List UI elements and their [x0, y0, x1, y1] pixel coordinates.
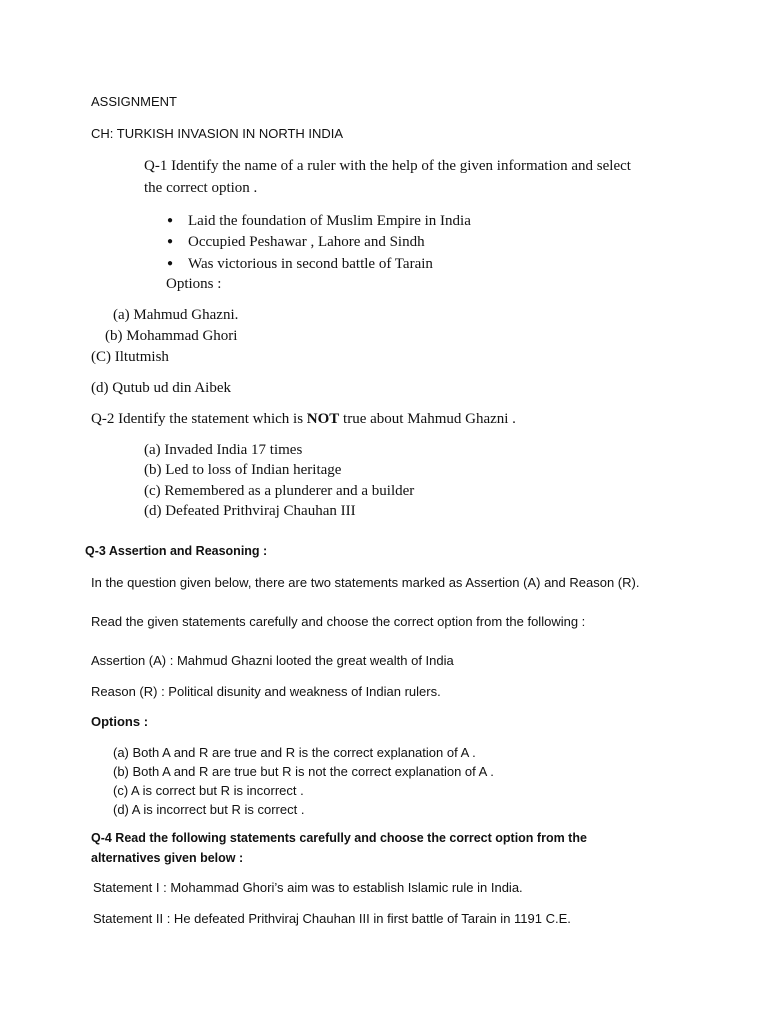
q2-option-c: (c) Remembered as a plunderer and a builder	[144, 483, 415, 499]
q1-bullet-1: Laid the foundation of Muslim Empire in India	[188, 213, 471, 229]
q3-option-c: (c) A is correct but R is incorrect .	[113, 783, 304, 798]
q2-question-emphasis: NOT	[306, 411, 340, 427]
q1-option-c: (C) Iltutmish	[91, 349, 169, 365]
q1-option-a: (a) Mahmud Ghazni.	[113, 307, 239, 323]
q2-option-d: (d) Defeated Prithviraj Chauhan III	[144, 503, 356, 519]
q1-option-b: (b) Mohammad Ghori	[105, 328, 238, 344]
q3-option-a: (a) Both A and R are true and R is the correct explanation of A .	[113, 745, 476, 760]
q1-bullet-3: Was victorious in second battle of Tarain	[188, 256, 433, 272]
q4-heading-line-2: alternatives given below :	[91, 851, 244, 865]
q2-option-a: (a) Invaded India 17 times	[144, 442, 303, 458]
q1-option-d: (d) Qutub ud din Aibek	[91, 380, 231, 396]
q2-question-suffix: true about Mahmud Ghazni .	[339, 411, 516, 427]
q1-line-2: the correct option .	[144, 180, 258, 196]
q3-instruction: Read the given statements carefully and choose the correct option from the following :	[91, 614, 586, 629]
q2-question	[91, 411, 516, 428]
q1-bullet-2: Occupied Peshawar , Lahore and Sindh	[188, 234, 425, 250]
q4-statement-1: Statement I : Mohammad Ghori’s aim was to establish Islamic rule in India.	[93, 880, 523, 895]
bullet-icon: ●	[167, 236, 174, 247]
bullet-icon: ●	[167, 215, 174, 226]
chapter-title: CH: TURKISH INVASION IN NORTH INDIA	[91, 126, 344, 141]
q4-statement-2: Statement II : He defeated Prithviraj Chauhan III in first battle of Tarain in 1191 C.E.	[93, 911, 571, 926]
bullet-icon: ●	[167, 258, 174, 269]
q3-intro: In the question given below, there are two statements marked as Assertion (A) and Reason (R).	[91, 575, 640, 590]
q3-option-d: (d) A is incorrect but R is correct .	[113, 802, 305, 817]
q3-options-label: Options :	[91, 714, 149, 729]
q3-option-b: (b) Both A and R are true but R is not the correct explanation of A .	[113, 764, 494, 779]
q3-reason: Reason (R) : Political disunity and weakness of Indian rulers.	[91, 684, 441, 699]
q2-question-prefix: Q-2 Identify the statement which is	[91, 411, 307, 427]
q4-heading-line-1: Q-4 Read the following statements carefully and choose the correct option from the	[91, 831, 587, 845]
q1-options-label: Options :	[166, 276, 222, 292]
q2-option-b: (b) Led to loss of Indian heritage	[144, 462, 342, 478]
q3-assertion: Assertion (A) : Mahmud Ghazni looted the great wealth of India	[91, 653, 454, 668]
q1-line-1: Q-1 Identify the name of a ruler with the help of the given information and select	[144, 158, 631, 174]
q3-heading: Q-3 Assertion and Reasoning :	[85, 544, 268, 558]
assignment-title: ASSIGNMENT	[91, 94, 177, 109]
